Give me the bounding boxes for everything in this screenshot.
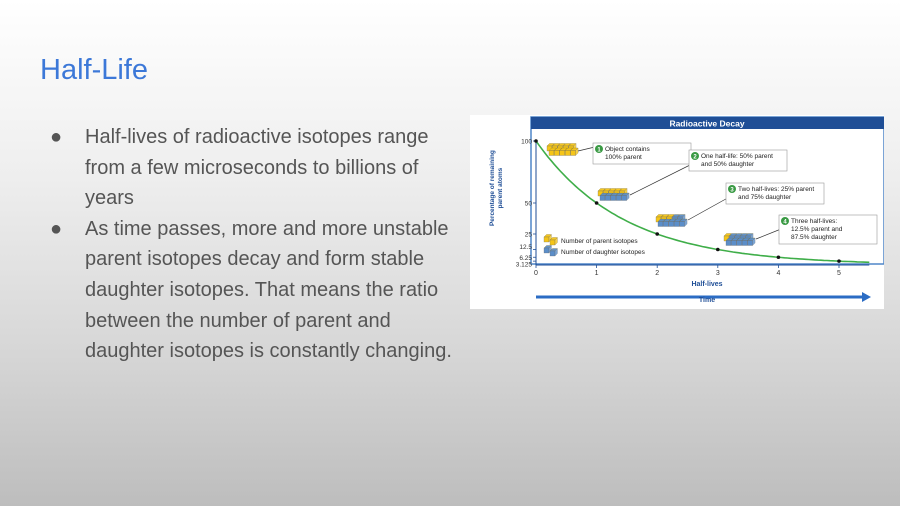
x-tick-label: 0 xyxy=(534,270,538,277)
annotation-text: and 75% daughter xyxy=(738,194,792,201)
annotation-number: 1 xyxy=(597,147,601,154)
legend-daughter-icon xyxy=(544,248,549,253)
y-axis-label: parent atoms xyxy=(497,167,504,209)
annotation-text: One half-life: 50% parent xyxy=(701,153,773,160)
bullet-text: As time passes, more and more unstable parent isotopes decay and form stable daughter isotopes. That means the ratio between the number of parent and daughter isotopes is constantly changing. xyxy=(85,217,452,363)
parent-isotope-icon xyxy=(549,151,554,156)
legend-daughter-icon xyxy=(550,251,555,256)
bullet-item xyxy=(44,214,454,367)
daughter-isotope-icon xyxy=(674,222,679,227)
legend-parent-icon xyxy=(550,240,555,245)
data-point xyxy=(837,259,841,263)
parent-isotope-icon xyxy=(560,151,565,156)
daughter-isotope-icon xyxy=(605,196,610,201)
daughter-isotope-icon xyxy=(680,222,685,227)
daughter-isotope-icon xyxy=(622,196,627,201)
annotation-number: 2 xyxy=(693,154,697,161)
y-tick-label: 6.25 xyxy=(519,254,532,262)
bullet-item xyxy=(44,122,454,214)
daughter-isotope-icon xyxy=(726,241,731,246)
time-arrow-head xyxy=(862,292,871,302)
daughter-isotope-icon xyxy=(600,196,605,201)
x-tick-label: 4 xyxy=(776,270,781,277)
time-label: Time xyxy=(698,297,716,304)
x-tick-label: 5 xyxy=(837,270,841,277)
daughter-isotope-icon xyxy=(658,222,663,227)
daughter-isotope-icon xyxy=(663,222,668,227)
slide-title: Half-Life xyxy=(40,54,148,86)
parent-isotope-icon xyxy=(565,151,570,156)
parent-isotope-icon xyxy=(571,151,576,156)
y-axis-label: Percentage of remaining xyxy=(489,150,496,227)
daughter-isotope-icon xyxy=(742,241,747,246)
decay-chart-figure xyxy=(470,115,884,309)
y-tick-label: 50 xyxy=(524,200,532,208)
legend-label: Number of parent isotopes xyxy=(561,238,638,245)
parent-isotope-icon xyxy=(554,151,559,156)
legend-parent-icon xyxy=(544,237,549,242)
y-tick-label: 100 xyxy=(521,138,532,146)
data-point xyxy=(655,232,659,236)
daughter-isotope-icon xyxy=(616,196,621,201)
annotation-number: 4 xyxy=(783,219,787,226)
annotation-text: and 50% daughter xyxy=(701,161,755,168)
annotation-text: 100% parent xyxy=(605,154,642,161)
x-axis-label: Half-lives xyxy=(691,281,723,288)
data-point xyxy=(716,248,720,252)
bullet-dot-icon: ● xyxy=(50,217,63,240)
x-tick-label: 1 xyxy=(594,270,599,277)
daughter-isotope-icon xyxy=(611,196,616,201)
daughter-isotope-icon xyxy=(731,241,736,246)
daughter-isotope-icon xyxy=(737,241,742,246)
data-point xyxy=(777,255,781,259)
y-tick-label: 3.125 xyxy=(515,261,532,269)
annotation-text: 12.5% parent and xyxy=(791,226,843,233)
y-tick-label: 12.5 xyxy=(519,244,532,251)
annotation-text: Object contains xyxy=(605,146,650,153)
annotation-text: 87.5% daughter xyxy=(791,234,837,241)
x-tick-label: 3 xyxy=(715,270,720,277)
bullet-list xyxy=(44,122,454,367)
bullet-text: Half-lives of radioactive isotopes range from a few microseconds to billions of years xyxy=(85,126,429,210)
x-tick-label: 2 xyxy=(655,270,660,277)
decay-chart xyxy=(470,115,884,309)
chart-title: Radioactive Decay xyxy=(669,118,745,129)
annotation-text: Three half-lives: xyxy=(791,218,838,225)
daughter-isotope-icon xyxy=(748,241,753,246)
daughter-isotope-icon xyxy=(669,222,674,227)
data-point xyxy=(595,201,599,205)
y-tick-label: 25 xyxy=(524,231,532,239)
legend-label: Number of daughter isotopes xyxy=(561,249,645,256)
annotation-text: Two half-lives: 25% parent xyxy=(738,186,815,193)
annotation-number: 3 xyxy=(730,187,734,194)
bullet-dot-icon: ● xyxy=(50,126,63,148)
data-point xyxy=(534,139,538,143)
